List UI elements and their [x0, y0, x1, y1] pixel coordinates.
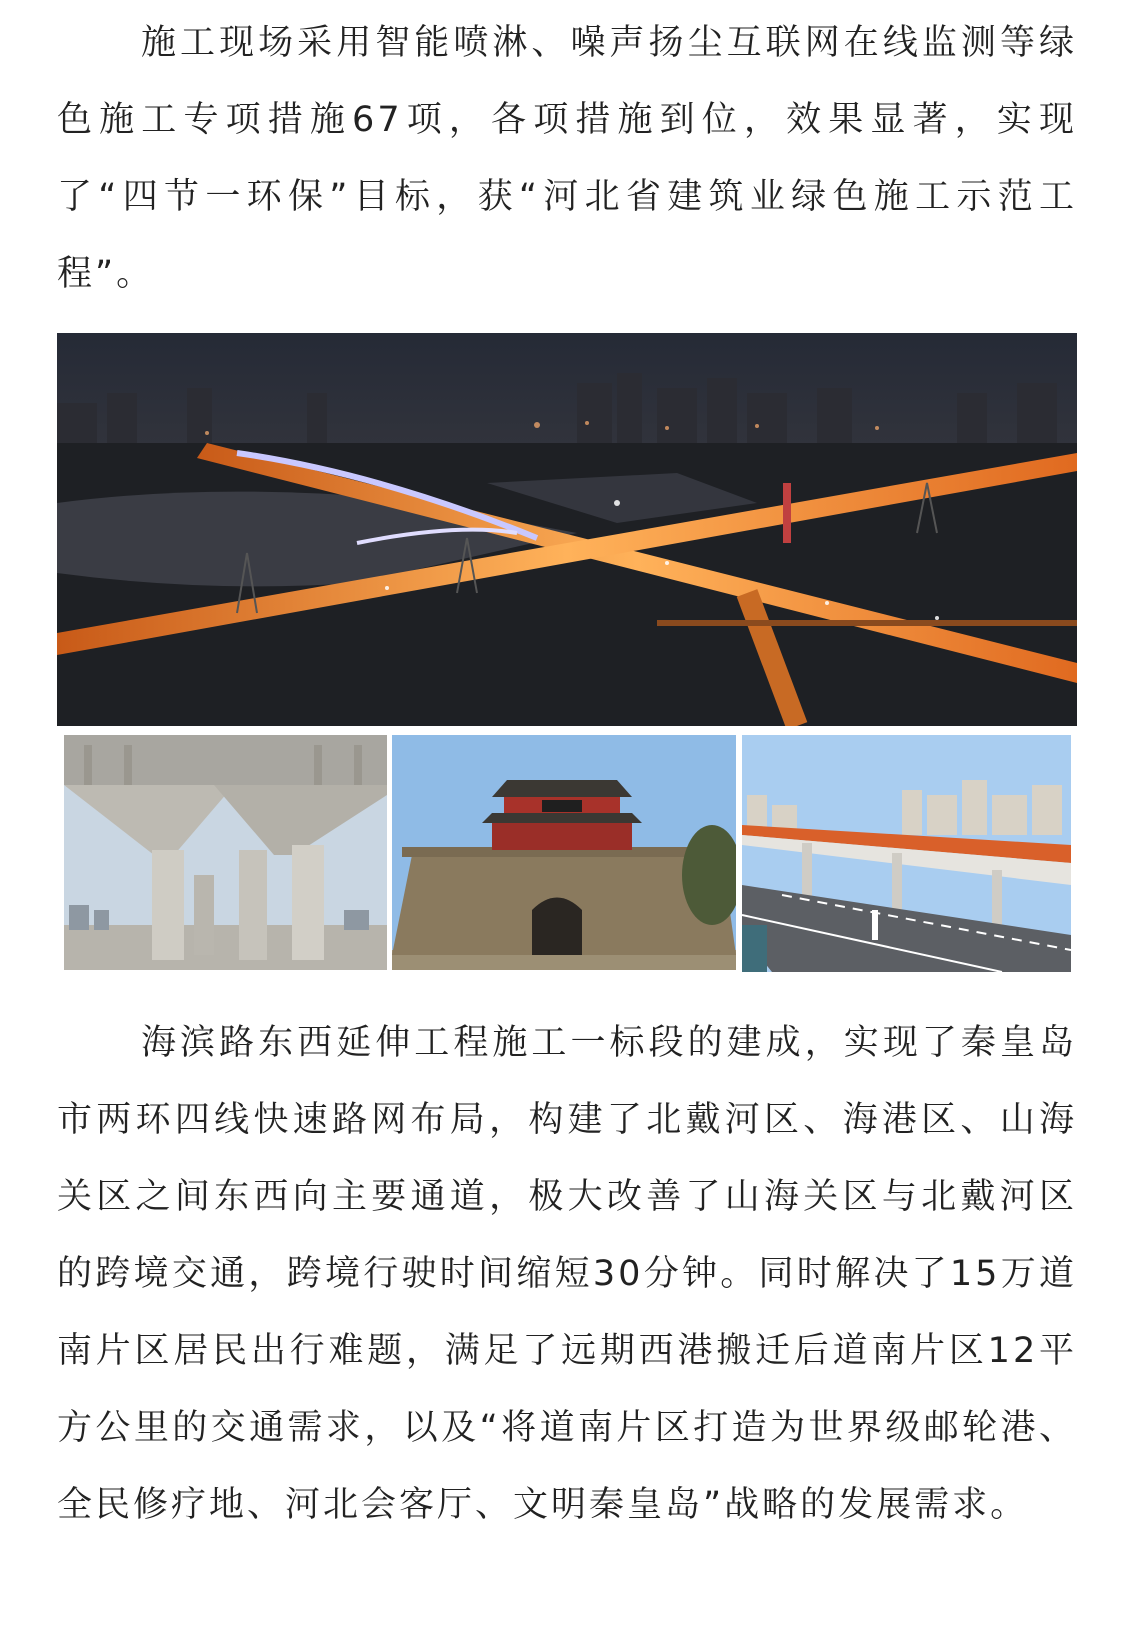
bridge-piers-photo [64, 735, 387, 970]
night-interchange-photo [57, 333, 1077, 726]
paragraph-project-impact: 海滨路东西延伸工程施工一标段的建成，实现了秦皇岛市两环四线快速路网布局，构建了北戴河区、海港区、山海关区之间东西向主要通道，极大改善了山海关区与北戴河区的跨境交通，跨境行驶时间缩短30分钟。同时解决了15万道南片区居民出行难题，满足了远期西港搬迁后道南片区12平方公里的交通需求，以及“将道南片区打造为世界级邮轮港、全民修疗地、河北会客厅、文明秦皇岛”战略的发展需求。 [57, 1023, 1077, 1525]
paragraph-green-construction: 施工现场采用智能喷淋、噪声扬尘互联网在线监测等绿色施工专项措施67项，各项措施到位，效果显著，实现了“四节一环保”目标，获“河北省建筑业绿色施工示范工程”。 [57, 23, 1077, 294]
daytime-flyover-photo [742, 735, 1071, 972]
city-gate-photo [392, 735, 736, 970]
